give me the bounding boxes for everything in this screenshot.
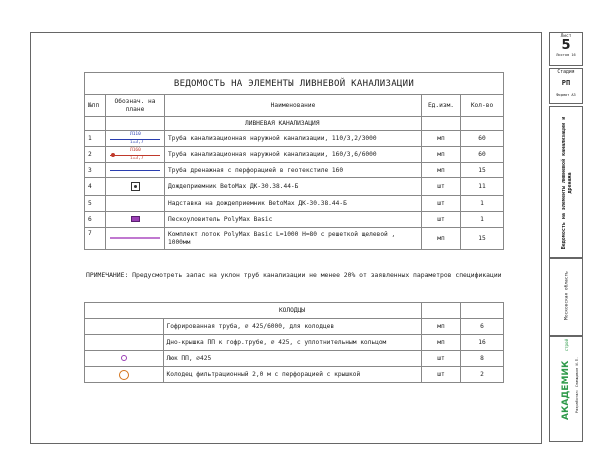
- symbol-filter-well: [85, 367, 164, 383]
- table-row: 7 Комплект лоток PolyMax Basic L=1000 H=80 с решеткой щелевой , 1000мм мп 15: [85, 228, 504, 250]
- header-qty: Кол-во: [461, 95, 504, 117]
- note-text: ПРИМЕЧАНИЕ: Предусмотреть запас на уклон труб канализации не менее 20% от заявленных параметров спецификации: [86, 271, 502, 279]
- header-num: №пп: [85, 95, 106, 117]
- wells-table: [84, 302, 504, 383]
- symbol-drain-pipe: [106, 163, 165, 178]
- section-title-wells: КОЛОДЦЫ: [163, 303, 422, 319]
- symbol-channel: [106, 228, 165, 250]
- doc-title-cell: Ведомость на элементы ливневой канализации и дренажа: [549, 106, 583, 258]
- table-row: Дно-крышка ПП к гофр.трубе, ⌀ 425, с уплотнительным кольцом мп 16: [85, 335, 504, 351]
- stage-cell: Стадия РП Формат А3: [549, 68, 583, 104]
- symbol-hatch: [85, 351, 164, 367]
- table-row: 5 Надставка на дождеприемник BetoMax ДК-30.38.44-Б шт 1: [85, 196, 504, 212]
- table-row: 6 Пескоуловитель PolyMax Basic шт 1: [85, 212, 504, 228]
- page-title: ВЕДОМОСТЬ НА ЭЛЕМЕНТЫ ЛИВНЕВОЙ КАНАЛИЗАЦИИ: [84, 72, 504, 95]
- region-cell: Московская область: [549, 258, 583, 336]
- symbol-sand-trap: [106, 212, 165, 228]
- header-unit: Ед.изм.: [422, 95, 461, 117]
- table-row: Колодец фильтрационный 2,0 м с перфорацией с крышкой шт 2: [85, 367, 504, 383]
- logo-cell: АКАДЕМИК строй Разработал: Снимщиков И.П.: [549, 336, 583, 442]
- table-row: 3 Труба дренажная с перфорацией в геотекстиле 160 мп 15: [85, 163, 504, 178]
- company-logo: АКАДЕМИК строй: [561, 338, 571, 420]
- header-name: Наименование: [165, 95, 422, 117]
- symbol-pipe-110: Л110 i=3,7: [106, 131, 165, 147]
- table-row: 4 Дождеприемник BetoMax ДК-30.38.44-Б шт 11: [85, 178, 504, 196]
- header-symbol: Обознач. на плане: [106, 95, 165, 117]
- elements-table: [84, 94, 504, 250]
- table-row: Гофрированная труба, ⌀ 425/6000, для колодцев мп 6: [85, 319, 504, 335]
- table-row: 2 Л160 i=3,7 Труба канализационная наружной канализации, 160/3,6/6000 мп 60: [85, 147, 504, 163]
- table-row: Люк ПП, ⌀425 шт 8: [85, 351, 504, 367]
- symbol-pipe-160: Л160 i=3,7: [106, 147, 165, 163]
- sheet-cell: Лист 5 Листов 16: [549, 32, 583, 66]
- title-block: [549, 32, 583, 442]
- section-title: ЛИВНЕВАЯ КАНАЛИЗАЦИЯ: [165, 117, 422, 131]
- table-row: 1 Л110 i=3,7 Труба канализационная наружной канализации, 110/3,2/3000 мп 60: [85, 131, 504, 147]
- symbol-storm-inlet: [106, 178, 165, 196]
